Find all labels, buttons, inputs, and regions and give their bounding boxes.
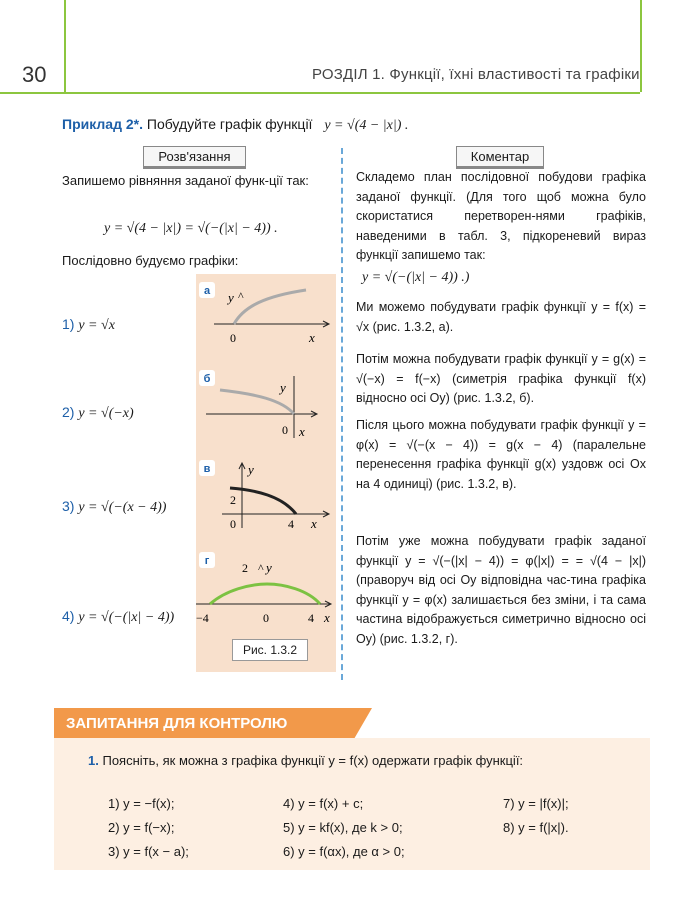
comment-paragraph-3: Потім можна побудувати графік функції y = g(x) = √(−x) = f(−x) (симетрія графіка функції f(x) відносно осі Oy) (рис. 1.3.2, б). [356,352,646,406]
figure-caption: Рис. 1.3.2 [232,639,308,661]
chapter-title: РОЗДІЛ 1. Функції, їхні властивості та графіки [312,66,640,83]
comment-paragraph-4: Після цього можна побудувати графік функції y = φ(x) = √(−(x − 4)) = g(x − 4) (паралельне перенесення графіка функції g(x) уздовж осі Ox на 4 одиниці) (рис. 1.3.2, в). [356,418,646,491]
graph-item-3-formula: y = √(−(x − 4)) [78,500,167,515]
question-1-num: 1. [88,753,99,768]
y-label: y [248,462,254,477]
graph-item-2 [62,404,134,422]
y-label: y [228,290,234,305]
question-item-5: 5) y = kf(x), де k > 0; [283,820,403,835]
x-label: x [299,424,305,439]
question-item-3: 3) y = f(x − a); [108,844,189,859]
y-label: y [280,380,286,395]
graph-panel-d [196,550,336,630]
panel-letter: в [203,463,211,475]
question-item-6: 6) y = f(αx), де α > 0; [283,844,405,859]
graph-item-2-num: 2) [62,404,75,420]
comment-formula: y = √(−(|x| − 4)) .) [362,270,470,285]
y-arrow-glyph: ^ [258,561,264,575]
question-item-1: 1) y = −f(x); [108,796,175,811]
graph-item-4-num: 4) [62,608,75,624]
question-1-text: Поясніть, як можна з графіка функції y = f(x) одержати графік функції: [102,753,524,768]
question-item-8: 8) y = f(|x|). [503,820,569,835]
solution-paragraph-2: Послідовно будуємо графіки: [62,253,239,268]
example-label: Приклад 2*. [62,116,143,132]
two-label: 2 [242,561,248,575]
graph-item-1-formula: y = √x [78,318,115,333]
questions-header: ЗАПИТАННЯ ДЛЯ КОНТРОЛЮ [54,708,354,739]
tab-solution: Розв'язання [143,146,246,169]
tab-comment: Коментар [456,146,544,169]
questions-header-tip [354,708,372,739]
example-text: Побудуйте графік функції [146,116,313,132]
x-label: x [309,330,315,345]
graph-item-1-num: 1) [62,316,75,332]
header-rule-right [640,0,642,92]
solution-equation: y = √(4 − |x|) = √(−(|x| − 4)) . [104,221,278,236]
page-number: 30 [22,62,47,87]
comment-paragraph-2: Ми можемо побудувати графік функції y = f(x) = √x (рис. 1.3.2, а). [356,300,646,334]
panel-letter: а [203,285,211,297]
curve-sqrt-x [234,290,306,324]
example-statement [62,116,408,134]
zero-label: 0 [230,517,236,531]
y-arrow-glyph: ^ [238,289,244,303]
graph-panel-b [196,368,336,444]
y-label: y [266,560,272,575]
curve-final [210,584,320,604]
comment-paragraph-1: Складемо план послідовної побудови графіка заданої функції. (Для того щоб можна було скористатися перетворен-нями графіків, наведеними в табл. 3, підкореневий вираз функції запишемо так: [356,170,646,263]
x-label: x [311,516,317,531]
two-label: 2 [230,493,236,507]
four-label: 4 [288,517,294,531]
question-item-7: 7) y = |f(x)|; [503,796,569,811]
question-item-4: 4) y = f(x) + c; [283,796,364,811]
x-label: x [324,610,330,625]
question-1 [88,752,646,770]
graph-item-3 [62,498,166,516]
solution-paragraph-1: Запишемо рівняння заданої функ-ції так: [62,173,309,188]
graph-item-1 [62,316,115,334]
example-formula: y = √(4 − |x|) . [324,118,409,133]
graph-item-4 [62,608,174,626]
neg-four-label: −4 [196,611,209,625]
header-rule-bottom [0,92,640,94]
comment-paragraph-5: Потім уже можна побудувати графік заданої функції y = √(−(|x| − 4)) = φ(|x|) = = √(4 − |x|) (праворуч від осі Oy відповідна час-тина графіка функції y = φ(x) залишається без зміни, і та сама частина відображується симетрично відносно осі Oy) (рис. 1.3.2, г). [356,534,646,646]
zero-label: 0 [263,611,269,625]
zero-label: 0 [230,331,236,345]
header-rule-left [64,0,66,92]
graph-item-4-formula: y = √(−(|x| − 4)) [78,610,175,625]
graph-panel-c [196,458,336,534]
graph-panel-a [196,280,336,352]
curve-shifted [230,488,296,514]
panel-letter: г [204,555,210,567]
zero-label: 0 [282,423,288,437]
panel-letter: б [203,373,211,385]
graph-item-2-formula: y = √(−x) [78,406,134,421]
four-label: 4 [308,611,314,625]
question-item-2: 2) y = f(−x); [108,820,175,835]
graph-item-3-num: 3) [62,498,75,514]
